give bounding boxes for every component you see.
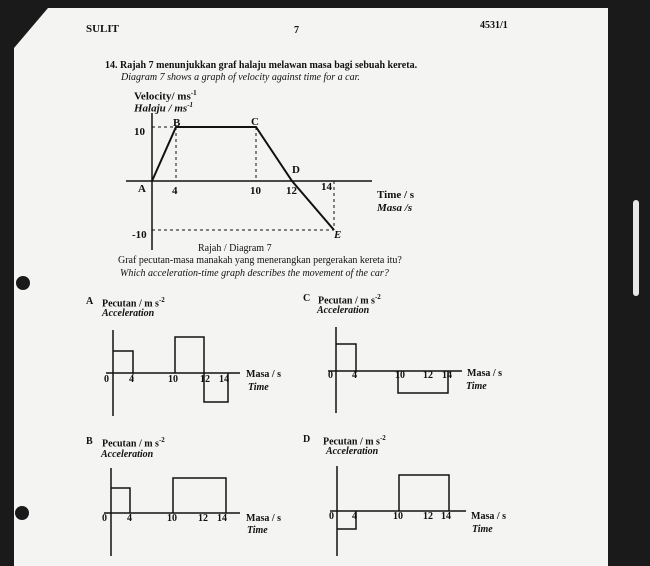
point-e: E xyxy=(334,229,342,241)
option-b-ylabel-en: Acceleration xyxy=(101,449,154,460)
prompt-malay: Graf pecutan-masa manakah yang menerangkan pergerakan kereta itu? xyxy=(118,255,402,266)
option-c-tick-0: 0 xyxy=(328,370,333,381)
option-b-letter[interactable]: B xyxy=(86,436,93,447)
option-d-ylabel-en: Acceleration xyxy=(326,446,379,457)
option-c-letter[interactable]: C xyxy=(303,293,311,304)
main-xlabel-my: Masa /s xyxy=(377,202,413,214)
xtick-4: 4 xyxy=(172,185,178,197)
option-d-seg2 xyxy=(399,475,449,511)
option-d-tick-14: 14 xyxy=(441,511,451,522)
option-d-xlabel-en: Time xyxy=(472,524,493,535)
scrollbar-thumb[interactable] xyxy=(633,200,639,296)
option-b-tick-4: 4 xyxy=(127,513,132,524)
page-number: 7 xyxy=(294,25,299,36)
option-d-ylabel: Pecutan / m $s^{-2}$ xyxy=(323,434,386,448)
option-c-tick-4: 4 xyxy=(352,370,357,381)
diagram-caption: Rajah / Diagram 7 xyxy=(198,243,272,254)
main-ylabel-my: Halaju / $ms^{-1}$ xyxy=(134,101,194,115)
option-d-xlabel: Masa / s xyxy=(471,511,506,522)
option-c-xlabel-en: Time xyxy=(466,381,487,392)
option-b-xlabel-en: Time xyxy=(247,525,268,536)
option-d-letter[interactable]: D xyxy=(303,434,311,445)
option-b-xlabel: Masa / s xyxy=(246,513,281,524)
header-sulit: SULIT xyxy=(86,23,120,35)
option-b-tick-12: 12 xyxy=(198,513,208,524)
option-a-tick-10: 10 xyxy=(168,374,178,385)
option-b-ylabel: Pecutan / m $s^{-2}$ xyxy=(102,436,165,450)
prompt-english: Which acceleration-time graph describes the movement of the car? xyxy=(120,268,389,279)
ytick-10: 10 xyxy=(134,126,145,138)
option-a-tick-0: 0 xyxy=(104,374,109,385)
option-d-tick-4: 4 xyxy=(352,511,357,522)
main-ylabel-en: Velocity/ $ms^{-1}$ xyxy=(134,89,197,103)
option-a-tick-14: 14 xyxy=(219,374,229,385)
option-a-letter[interactable]: A xyxy=(86,296,94,307)
xtick-10: 10 xyxy=(250,185,261,197)
point-d: D xyxy=(292,164,300,176)
main-xlabel-en: Time / s xyxy=(377,189,415,201)
option-a-xlabel-en: Time xyxy=(248,382,269,393)
point-a: A xyxy=(138,183,146,195)
option-c-tick-10: 10 xyxy=(395,370,405,381)
option-b-tick-10: 10 xyxy=(167,513,177,524)
ytick-minus10: -10 xyxy=(132,229,147,241)
option-c-ylabel-en: Acceleration xyxy=(317,305,370,316)
punch-hole-bottom xyxy=(15,506,29,520)
option-a-ylabel-en: Acceleration xyxy=(102,308,155,319)
option-d-tick-0: 0 xyxy=(329,511,334,522)
option-a-tick-4: 4 xyxy=(129,374,134,385)
option-c-tick-14: 14 xyxy=(442,370,452,381)
point-c: C xyxy=(251,116,259,128)
paper-code: 4531/1 xyxy=(480,20,508,31)
option-b-tick-0: 0 xyxy=(102,513,107,524)
option-c-xlabel: Masa / s xyxy=(467,368,502,379)
xtick-14: 14 xyxy=(321,181,332,193)
option-c-ylabel: Pecutan / m $s^{-2}$ xyxy=(318,293,381,307)
point-b: B xyxy=(173,117,181,129)
option-a-xlabel: Masa / s xyxy=(246,369,281,380)
xtick-12: 12 xyxy=(286,185,297,197)
option-a-ylabel: Pecutan / m $s^{-2}$ xyxy=(102,296,165,310)
question-text: 14. Rajah 7 menunjukkan graf halaju melawan masa bagi sebuah kereta. xyxy=(105,60,418,71)
option-c-tick-12: 12 xyxy=(423,370,433,381)
option-d-tick-12: 12 xyxy=(423,511,433,522)
option-a-tick-12: 12 xyxy=(200,374,210,385)
option-b-tick-14: 14 xyxy=(217,513,227,524)
question-english: Diagram 7 shows a graph of velocity against time for a car. xyxy=(121,72,360,83)
punch-hole-top xyxy=(16,276,30,290)
option-d-tick-10: 10 xyxy=(393,511,403,522)
